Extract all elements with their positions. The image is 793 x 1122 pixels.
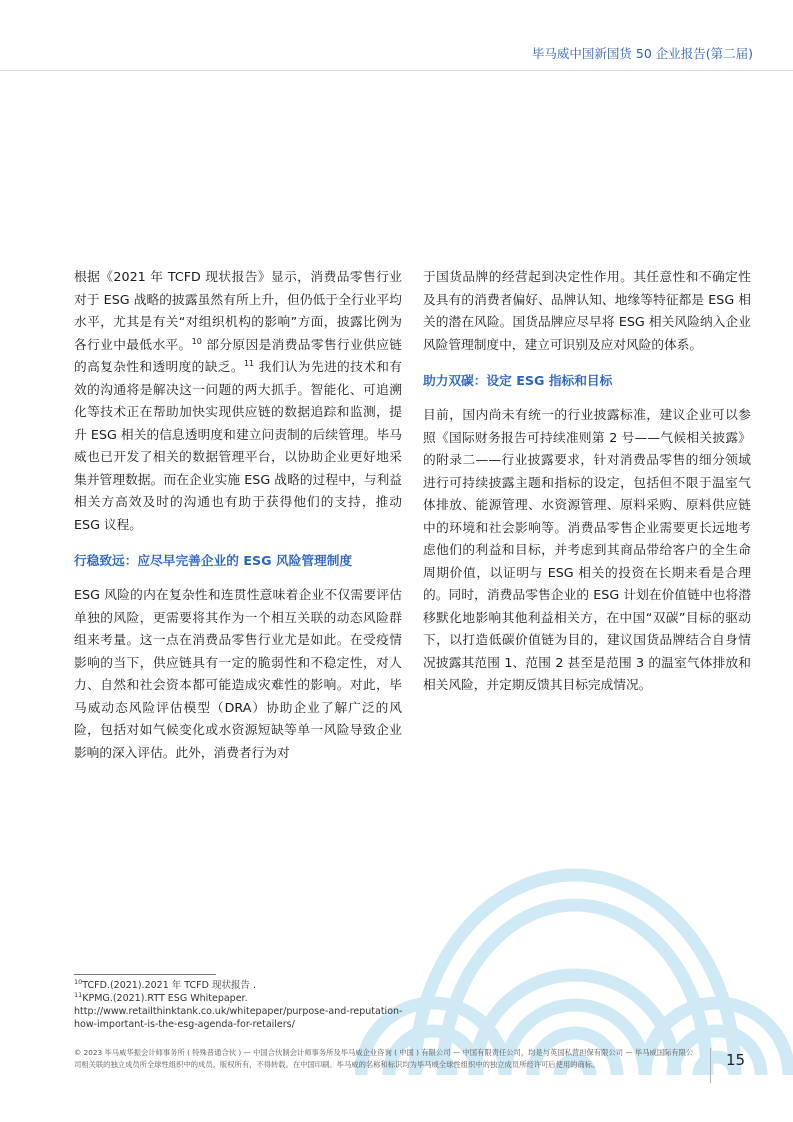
left-paragraph-2: ESG 风险的内在复杂性和连贯性意味着企业不仅需要评估单独的风险，更需要将其作为一个相互关联的动态风险群组来考量。这一点在消费品零售行业尤是如此。在受疫情影响的当下，供应链具有一定的脆弱性和不稳定性，对人力、自然和社会资本都可能造成灾难性的影响。对此，毕马威动态风险评估模型（DRA）协助企业了解广泛的风险，包括对如气候变化或水资源短缺等单一风险导致企业影响的深入评估。此外，消费者行为对 (74, 587, 402, 760)
footnotes (74, 979, 404, 1031)
left-paragraph-1 (74, 266, 402, 536)
right-paragraph-2: 目前，国内尚未有统一的行业披露标准，建议企业可以参照《国际财务报告可持续准则第 2 号——气候相关披露》的附录二——行业披露要求，针对消费品零售的细分领域进行可持续披露主题和指标的设定，包括但不限于温室气体排放、能源管理、水资源管理、原料采购、原料供应链中的环境和社会影响等。消费品零售企业需要更长远地考虑他们的利益和目标，并考虑到其商品带给客户的全生命周期价值，以证明与 ESG 相关的投资在长期来看是合理的。同时，消费品零售企业的 ESG 计划在价值链中也将潜移默化地影响其他利益相关方，在中国“双碳”目标的驱动下，以打造低碳价值链为目的，建议国货品牌结合自身情况披露其范围 1、范围 2 甚至是范围 3 的温室气体排放和相关风险，并定期反馈其目标完成情况。 (423, 407, 751, 692)
footer-legal-text: © 2023 毕马威华振会计师事务所 ( 特殊普通合伙 ) — 中国合伙制会计师事务所及毕马威企业咨询 ( 中国 ) 有限公司 — 中国有限责任公司，均是与英国私营担保有限公司 — 毕马威国际有限公司相关联的独立成员所全球性组织中的成员。版权所有，不得转载。在中国印刷。毕马威的名称和标识均为毕马威全球性组织中的独立成员所经许可后使用的商标。 (74, 1048, 694, 1069)
footnote-10 (74, 979, 404, 992)
footnote-11 (74, 992, 404, 1031)
left-section-heading: 行稳致远：应尽早完善企业的 ESG 风险管理制度 (74, 553, 353, 568)
left-p1-text-a: 根据《2021 年 TCFD 现状报告》显示，消费品零售行业对于 ESG 战略的披露虽然有所上升，但仍低于全行业平均水平，尤其是有关“对组织机构的影响”方面，披露比例为各行业中最低水平。 (74, 269, 402, 352)
footnote-text[interactable]: KPMG.(2021).RTT ESG Whitepaper. http://www.retailthinktank.co.uk/whitepaper/purpose-and-reputation-how-important-is-the-esg-agenda-for-retailers/ (74, 993, 403, 1030)
header-divider (0, 70, 793, 71)
right-paragraph-1: 于国货品牌的经营起到决定性作用。其任意性和不确定性及具有的消费者偏好、品牌认知、地缘等特征都是 ESG 相关的潜在风险。国货品牌应尽早将 ESG 相关风险纳入企业风险管理制度中，建立可识别及应对风险的体系。 (423, 269, 751, 352)
footnote-rule (74, 974, 216, 975)
footnote-text: TCFD.(2021).2021 年 TCFD 现状报告 . (82, 980, 257, 991)
page-number: 15 (726, 1051, 746, 1069)
decorative-rings-graphic (355, 835, 793, 1075)
footnote-ref-11[interactable]: 11 (243, 358, 255, 368)
left-p1-text-c: 我们认为先进的技术和有效的沟通将是解决这一问题的两大抓手。智能化、可追溯化等技术正在帮助加快实现供应链的数据追踪和监测，提升 ESG 相关的信息透明度和建立问责制的后续管理。毕马威也已开发了相关的数据管理平台，以协助企业更好地采集并管理数据。而在企业实施 ESG 战略的过程中，与利益相关方高效及时的沟通也有助于获得他们的支持，推动 ESG 议程。 (74, 359, 402, 532)
footer-divider (710, 1048, 711, 1083)
footnote-number: 10 (74, 977, 83, 986)
right-column (423, 266, 751, 697)
header-title: 毕马威中国新国货 50 企业报告(第二届) (531, 46, 753, 61)
footnote-ref-10[interactable]: 10 (191, 336, 202, 346)
right-section-heading: 助力双碳：设定 ESG 指标和目标 (423, 373, 613, 388)
left-p1-text-b: 部分原因是消费品零售行业供应链的高复杂性和透明度的缺乏。 (74, 336, 402, 374)
footnote-number: 11 (74, 990, 83, 999)
left-column (74, 266, 402, 764)
